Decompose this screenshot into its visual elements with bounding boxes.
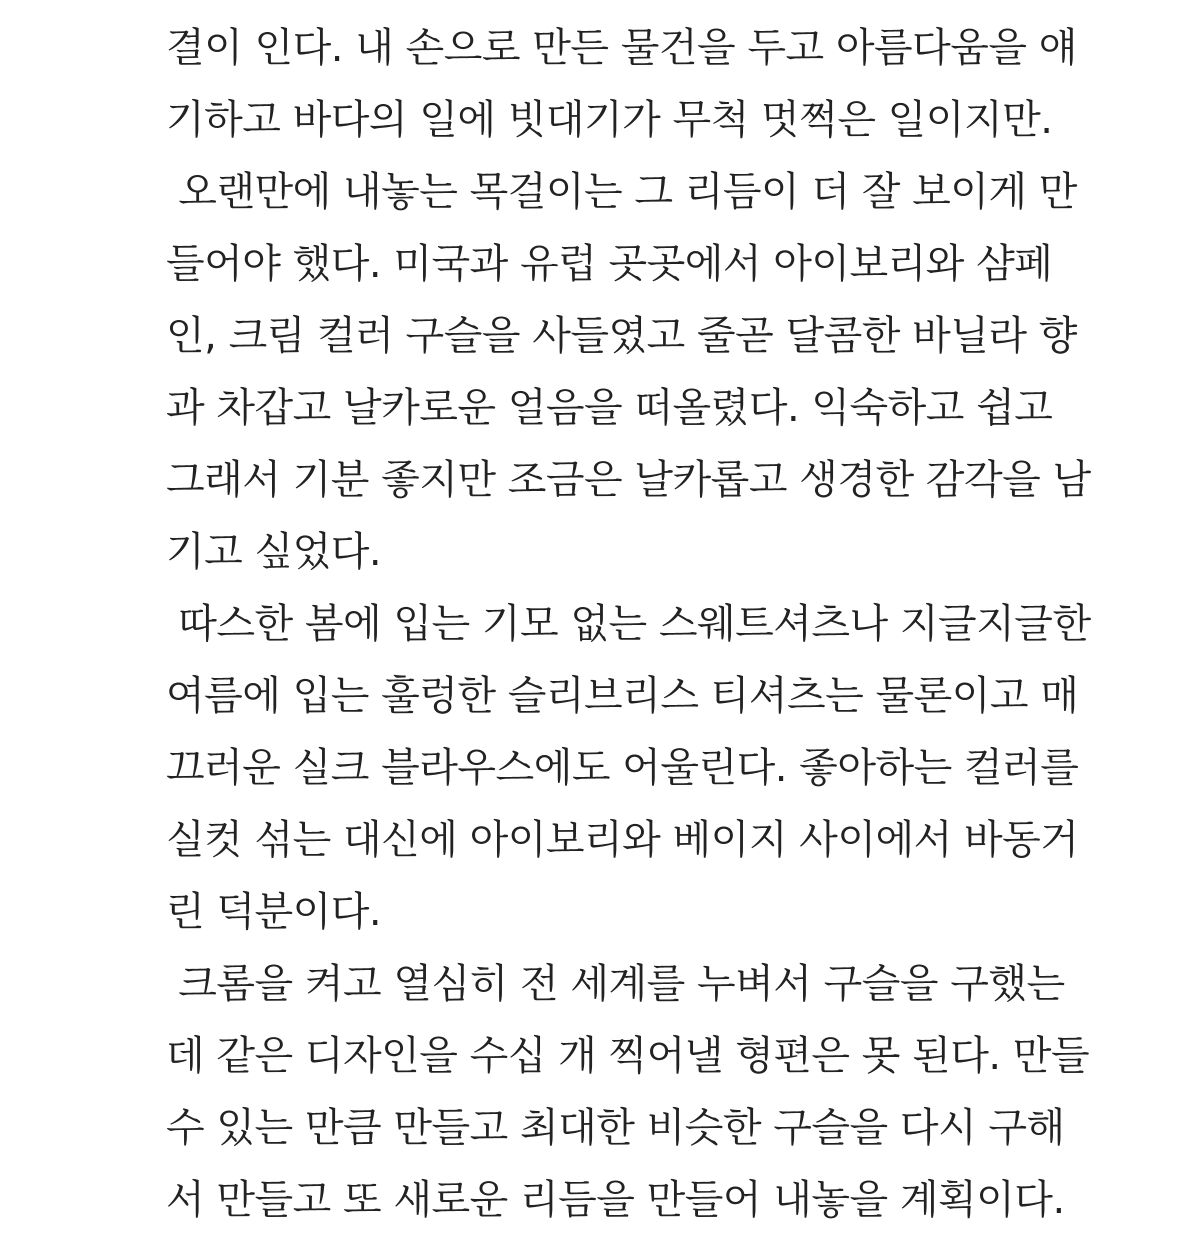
text-line: 서 만들고 또 새로운 리듬을 만들어 내놓을 계획이다. [166,1177,1065,1223]
text-line: 데 같은 디자인을 수십 개 찍어낼 형편은 못 된다. 만들 [166,1033,1090,1079]
text-line: 결이 인다. 내 손으로 만든 물건을 두고 아름다움을 얘 [166,25,1077,71]
text-line: 따스한 봄에 입는 기모 없는 스웨트셔츠나 지글지글한 [166,601,1091,647]
text-line: 끄러운 실크 블라우스에도 어울린다. 좋아하는 컬러를 [166,745,1079,791]
text-line: 기고 싶었다. [166,529,382,575]
text-line: 그래서 기분 좋지만 조금은 날카롭고 생경한 감각을 남 [166,457,1091,503]
text-line: 크롬을 켜고 열심히 전 세계를 누벼서 구슬을 구했는 [166,961,1065,1007]
article-body [166,20,1091,1244]
text-line: 기하고 바다의 일에 빗대기가 무척 멋쩍은 일이지만. [166,97,1053,143]
text-line: 수 있는 만큼 만들고 최대한 비슷한 구슬을 다시 구해 [166,1105,1065,1151]
text-line: 린 덕분이다. [166,889,382,935]
text-line: 인, 크림 컬러 구슬을 사들였고 줄곧 달콤한 바닐라 향 [166,313,1077,359]
text-line: 여름에 입는 훌렁한 슬리브리스 티셔츠는 물론이고 매 [166,673,1079,719]
text-line: 실컷 섞는 대신에 아이보리와 베이지 사이에서 바동거 [166,817,1079,863]
text-line: 들어야 했다. 미국과 유럽 곳곳에서 아이보리와 샴페 [166,241,1053,287]
text-line: 과 차갑고 날카로운 얼음을 떠올렸다. 익숙하고 쉽고 [166,385,1053,431]
text-line: 오랜만에 내놓는 목걸이는 그 리듬이 더 잘 보이게 만 [166,169,1077,215]
